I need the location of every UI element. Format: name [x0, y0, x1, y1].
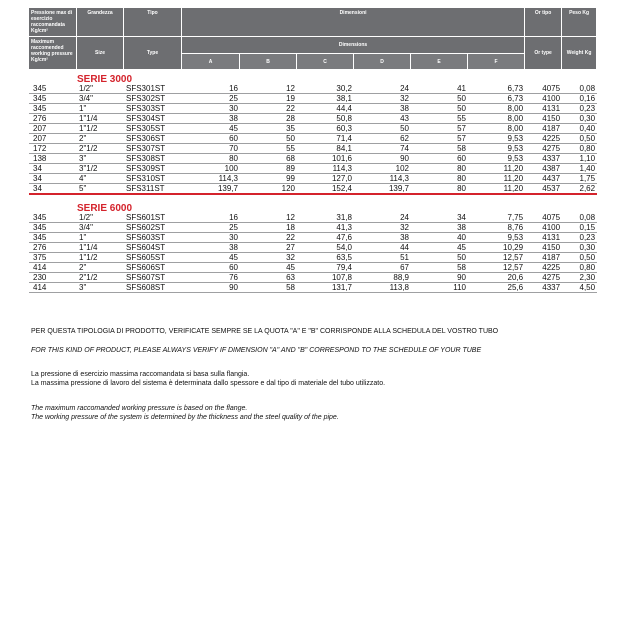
- header-col-f: F: [468, 54, 525, 70]
- size-cell: 3": [77, 283, 124, 293]
- ortype-cell: 4150: [525, 243, 562, 253]
- header-pressure-en: Maximum raccomended working pressure Kg/cm²: [29, 37, 77, 70]
- table-row: [29, 114, 597, 124]
- table-row: [29, 124, 597, 134]
- header-col-c: C: [297, 54, 354, 70]
- dimensions-table: [29, 8, 597, 293]
- dim-e-cell: 57: [411, 124, 468, 134]
- size-cell: 3/4": [77, 223, 124, 233]
- dim-c-cell: 30,2: [297, 84, 354, 94]
- table-row: [29, 164, 597, 174]
- dim-a-cell: 45: [182, 253, 240, 263]
- series-title: SERIE 6000: [77, 203, 133, 213]
- pressure-cell: 345: [29, 213, 77, 223]
- dim-f-cell: 9,53: [468, 154, 525, 164]
- dim-c-cell: 63,5: [297, 253, 354, 263]
- dim-c-cell: 31,8: [297, 213, 354, 223]
- weight-cell: 0,08: [562, 213, 597, 223]
- size-cell: 1"1/2: [77, 124, 124, 134]
- dim-c-cell: 41,3: [297, 223, 354, 233]
- table-row: [29, 134, 597, 144]
- weight-cell: 4,50: [562, 283, 597, 293]
- dim-d-cell: 88,9: [354, 273, 411, 283]
- table-row: [29, 243, 597, 253]
- type-cell: SFS306ST: [124, 134, 182, 144]
- dim-e-cell: 41: [411, 84, 468, 94]
- dim-d-cell: 67: [354, 263, 411, 273]
- dim-f-cell: 25,6: [468, 283, 525, 293]
- dim-c-cell: 107,8: [297, 273, 354, 283]
- pressure-cell: 230: [29, 273, 77, 283]
- dim-d-cell: 113,8: [354, 283, 411, 293]
- dim-e-cell: 55: [411, 114, 468, 124]
- dim-d-cell: 32: [354, 223, 411, 233]
- dim-e-cell: 110: [411, 283, 468, 293]
- table-row: [29, 283, 597, 293]
- dim-a-cell: 60: [182, 263, 240, 273]
- dim-f-cell: 9,53: [468, 233, 525, 243]
- dim-a-cell: 76: [182, 273, 240, 283]
- dim-b-cell: 19: [240, 94, 297, 104]
- header-type-it: Tipo: [124, 8, 182, 37]
- weight-cell: 1,75: [562, 174, 597, 184]
- size-cell: 1/2": [77, 84, 124, 94]
- dim-b-cell: 55: [240, 144, 297, 154]
- dim-d-cell: 102: [354, 164, 411, 174]
- type-cell: SFS607ST: [124, 273, 182, 283]
- pressure-cell: 34: [29, 184, 77, 195]
- dim-e-cell: 40: [411, 233, 468, 243]
- dim-d-cell: 24: [354, 213, 411, 223]
- size-cell: 1": [77, 104, 124, 114]
- dim-f-cell: 9,53: [468, 144, 525, 154]
- type-cell: SFS603ST: [124, 233, 182, 243]
- size-cell: 2": [77, 134, 124, 144]
- dim-f-cell: 12,57: [468, 253, 525, 263]
- ortype-cell: 4275: [525, 144, 562, 154]
- pressure-cell: 345: [29, 223, 77, 233]
- dim-c-cell: 54,0: [297, 243, 354, 253]
- dim-f-cell: 12,57: [468, 263, 525, 273]
- dim-b-cell: 32: [240, 253, 297, 263]
- table-row: [29, 233, 597, 243]
- type-cell: SFS301ST: [124, 84, 182, 94]
- ortype-cell: 4075: [525, 84, 562, 94]
- size-cell: 1": [77, 233, 124, 243]
- header-col-a: A: [182, 54, 240, 70]
- dim-a-cell: 38: [182, 243, 240, 253]
- dim-d-cell: 139,7: [354, 184, 411, 195]
- table-row: [29, 213, 597, 223]
- dim-e-cell: 60: [411, 154, 468, 164]
- dim-d-cell: 38: [354, 104, 411, 114]
- type-cell: SFS304ST: [124, 114, 182, 124]
- dim-d-cell: 24: [354, 84, 411, 94]
- note-pressure-it-2: La massima pressione di lavoro del sistema è determinata dallo spessore e dal tipo di materiale del tubo utilizzato.: [31, 380, 386, 387]
- dim-c-cell: 152,4: [297, 184, 354, 195]
- type-cell: SFS606ST: [124, 263, 182, 273]
- pressure-cell: 345: [29, 84, 77, 94]
- table-row: [29, 223, 597, 233]
- note-pressure-en-2: The working pressure of the system is determined by the thickness and the steel quality of the pipe.: [31, 414, 339, 421]
- weight-cell: 0,80: [562, 263, 597, 273]
- pressure-cell: 207: [29, 134, 77, 144]
- dim-f-cell: 8,76: [468, 223, 525, 233]
- pressure-cell: 138: [29, 154, 77, 164]
- note-check-en: FOR THIS KIND OF PRODUCT, PLEASE ALWAYS VERIFY IF DIMENSION "A" AND "B" CORRESPOND TO THE SCHEDULE OF YOUR TUBE: [31, 347, 482, 354]
- dim-d-cell: 38: [354, 233, 411, 243]
- dim-b-cell: 68: [240, 154, 297, 164]
- size-cell: 4": [77, 174, 124, 184]
- ortype-cell: 4075: [525, 213, 562, 223]
- ortype-cell: 4275: [525, 273, 562, 283]
- pressure-cell: 345: [29, 94, 77, 104]
- dim-d-cell: 43: [354, 114, 411, 124]
- type-cell: SFS309ST: [124, 164, 182, 174]
- type-cell: SFS308ST: [124, 154, 182, 164]
- dim-a-cell: 60: [182, 134, 240, 144]
- dim-e-cell: 34: [411, 213, 468, 223]
- type-cell: SFS608ST: [124, 283, 182, 293]
- header-col-b: B: [240, 54, 297, 70]
- dim-a-cell: 25: [182, 223, 240, 233]
- weight-cell: 2,62: [562, 184, 597, 195]
- dim-f-cell: 9,53: [468, 134, 525, 144]
- table-row: [29, 84, 597, 94]
- dim-b-cell: 89: [240, 164, 297, 174]
- pressure-cell: 172: [29, 144, 77, 154]
- dim-a-cell: 90: [182, 283, 240, 293]
- dim-e-cell: 57: [411, 134, 468, 144]
- weight-cell: 0,50: [562, 134, 597, 144]
- header-weight-en: Weight Kg: [562, 37, 597, 70]
- weight-cell: 0,23: [562, 233, 597, 243]
- dim-a-cell: 45: [182, 124, 240, 134]
- dim-c-cell: 79,4: [297, 263, 354, 273]
- table-row: [29, 263, 597, 273]
- ortype-cell: 4337: [525, 283, 562, 293]
- dim-f-cell: 8,00: [468, 124, 525, 134]
- size-cell: 5": [77, 184, 124, 195]
- weight-cell: 2,30: [562, 273, 597, 283]
- dim-c-cell: 114,3: [297, 164, 354, 174]
- weight-cell: 0,80: [562, 144, 597, 154]
- dim-b-cell: 27: [240, 243, 297, 253]
- pressure-cell: 276: [29, 114, 77, 124]
- dim-e-cell: 50: [411, 104, 468, 114]
- dim-b-cell: 22: [240, 233, 297, 243]
- dim-c-cell: 131,7: [297, 283, 354, 293]
- ortype-cell: 4337: [525, 154, 562, 164]
- size-cell: 2"1/2: [77, 273, 124, 283]
- header-size-it: Grandezza: [77, 8, 124, 37]
- pressure-cell: 414: [29, 283, 77, 293]
- dim-c-cell: 44,4: [297, 104, 354, 114]
- dim-d-cell: 32: [354, 94, 411, 104]
- dim-a-cell: 80: [182, 154, 240, 164]
- dim-a-cell: 16: [182, 213, 240, 223]
- dim-a-cell: 114,3: [182, 174, 240, 184]
- table-row: [29, 144, 597, 154]
- ortype-cell: 4150: [525, 114, 562, 124]
- dim-a-cell: 30: [182, 104, 240, 114]
- dim-b-cell: 35: [240, 124, 297, 134]
- dim-b-cell: 28: [240, 114, 297, 124]
- type-cell: SFS602ST: [124, 223, 182, 233]
- header-dimensions-en: Dimensions: [182, 37, 525, 54]
- note-pressure-it-1: La pressione di esercizio massima raccomandata si basa sulla flangia.: [31, 371, 250, 378]
- dim-e-cell: 58: [411, 144, 468, 154]
- type-cell: SFS305ST: [124, 124, 182, 134]
- ortype-cell: 4187: [525, 253, 562, 263]
- dim-f-cell: 6,73: [468, 84, 525, 94]
- weight-cell: 0,30: [562, 243, 597, 253]
- pressure-cell: 345: [29, 104, 77, 114]
- header-pressure-it: Pressione max di esercizio raccomandata Kg/cm²: [29, 8, 77, 37]
- dim-d-cell: 114,3: [354, 174, 411, 184]
- pressure-cell: 207: [29, 124, 77, 134]
- series-heading-row: [29, 199, 597, 213]
- type-cell: SFS605ST: [124, 253, 182, 263]
- dim-c-cell: 101,6: [297, 154, 354, 164]
- table-row: [29, 253, 597, 263]
- header-weight-it: Peso Kg: [562, 8, 597, 37]
- ortype-cell: 4437: [525, 174, 562, 184]
- table-row: [29, 184, 597, 195]
- header-ortype-it: Or tipo: [525, 8, 562, 37]
- type-cell: SFS302ST: [124, 94, 182, 104]
- ortype-cell: 4225: [525, 134, 562, 144]
- dim-b-cell: 18: [240, 223, 297, 233]
- weight-cell: 0,30: [562, 114, 597, 124]
- table-body: [29, 70, 597, 293]
- dim-b-cell: 58: [240, 283, 297, 293]
- ortype-cell: 4187: [525, 124, 562, 134]
- ortype-cell: 4100: [525, 94, 562, 104]
- dim-f-cell: 11,20: [468, 174, 525, 184]
- ortype-cell: 4387: [525, 164, 562, 174]
- note-check-it: PER QUESTA TIPOLOGIA DI PRODOTTO, VERIFICATE SEMPRE SE LA QUOTA "A" E "B" CORRISPONDE ALLA SCHEDULA DEL VOSTRO TUBO: [31, 328, 499, 335]
- header-dimensions-it: Dimensioni: [182, 8, 525, 37]
- dim-e-cell: 50: [411, 253, 468, 263]
- pressure-cell: 276: [29, 243, 77, 253]
- dim-e-cell: 45: [411, 243, 468, 253]
- weight-cell: 0,50: [562, 253, 597, 263]
- weight-cell: 0,15: [562, 223, 597, 233]
- table-row: [29, 154, 597, 164]
- header-type-en: Type: [124, 37, 182, 70]
- ortype-cell: 4537: [525, 184, 562, 195]
- type-cell: SFS604ST: [124, 243, 182, 253]
- weight-cell: 0,08: [562, 84, 597, 94]
- header-ortype-en: Or type: [525, 37, 562, 70]
- dim-d-cell: 50: [354, 124, 411, 134]
- series-heading-row: [29, 70, 597, 84]
- header-col-e: E: [411, 54, 468, 70]
- dim-b-cell: 99: [240, 174, 297, 184]
- dim-a-cell: 139,7: [182, 184, 240, 195]
- size-cell: 3/4": [77, 94, 124, 104]
- weight-cell: 0,23: [562, 104, 597, 114]
- dim-e-cell: 80: [411, 184, 468, 195]
- type-cell: SFS601ST: [124, 213, 182, 223]
- dim-c-cell: 50,8: [297, 114, 354, 124]
- type-cell: SFS303ST: [124, 104, 182, 114]
- dim-e-cell: 90: [411, 273, 468, 283]
- pressure-cell: 375: [29, 253, 77, 263]
- weight-cell: 1,10: [562, 154, 597, 164]
- table-row: [29, 104, 597, 114]
- ortype-cell: 4225: [525, 263, 562, 273]
- dim-f-cell: 20,6: [468, 273, 525, 283]
- weight-cell: 1,40: [562, 164, 597, 174]
- dim-f-cell: 11,20: [468, 184, 525, 195]
- header-col-d: D: [354, 54, 411, 70]
- dim-e-cell: 38: [411, 223, 468, 233]
- dim-b-cell: 12: [240, 213, 297, 223]
- pressure-cell: 34: [29, 174, 77, 184]
- dim-f-cell: 6,73: [468, 94, 525, 104]
- ortype-cell: 4100: [525, 223, 562, 233]
- size-cell: 1"1/4: [77, 243, 124, 253]
- dim-a-cell: 38: [182, 114, 240, 124]
- ortype-cell: 4131: [525, 104, 562, 114]
- weight-cell: 0,16: [562, 94, 597, 104]
- dim-f-cell: 11,20: [468, 164, 525, 174]
- dim-b-cell: 63: [240, 273, 297, 283]
- dim-c-cell: 38,1: [297, 94, 354, 104]
- pressure-cell: 345: [29, 233, 77, 243]
- dim-b-cell: 50: [240, 134, 297, 144]
- dim-a-cell: 100: [182, 164, 240, 174]
- series-title: SERIE 3000: [77, 74, 133, 84]
- dim-d-cell: 62: [354, 134, 411, 144]
- size-cell: 1"1/2: [77, 253, 124, 263]
- type-cell: SFS307ST: [124, 144, 182, 154]
- dim-a-cell: 16: [182, 84, 240, 94]
- dim-f-cell: 7,75: [468, 213, 525, 223]
- table-row: [29, 273, 597, 283]
- note-pressure-en-1: The maximum raccomanded working pressure is based on the flange.: [31, 405, 248, 412]
- dim-c-cell: 127,0: [297, 174, 354, 184]
- pressure-cell: 414: [29, 263, 77, 273]
- dim-a-cell: 70: [182, 144, 240, 154]
- dim-e-cell: 58: [411, 263, 468, 273]
- pressure-cell: 34: [29, 164, 77, 174]
- dim-a-cell: 30: [182, 233, 240, 243]
- ortype-cell: 4131: [525, 233, 562, 243]
- size-cell: 2": [77, 263, 124, 273]
- size-cell: 1/2": [77, 213, 124, 223]
- dim-e-cell: 50: [411, 94, 468, 104]
- dim-d-cell: 51: [354, 253, 411, 263]
- dim-a-cell: 25: [182, 94, 240, 104]
- dim-c-cell: 84,1: [297, 144, 354, 154]
- type-cell: SFS310ST: [124, 174, 182, 184]
- type-cell: SFS311ST: [124, 184, 182, 195]
- dim-b-cell: 120: [240, 184, 297, 195]
- header-size-en: Size: [77, 37, 124, 70]
- size-cell: 3": [77, 154, 124, 164]
- size-cell: 2"1/2: [77, 144, 124, 154]
- dim-b-cell: 22: [240, 104, 297, 114]
- weight-cell: 0,40: [562, 124, 597, 134]
- dim-f-cell: 10,29: [468, 243, 525, 253]
- dim-e-cell: 80: [411, 174, 468, 184]
- dim-b-cell: 12: [240, 84, 297, 94]
- dim-b-cell: 45: [240, 263, 297, 273]
- dim-c-cell: 47,6: [297, 233, 354, 243]
- dim-d-cell: 90: [354, 154, 411, 164]
- dim-f-cell: 8,00: [468, 114, 525, 124]
- table-row: [29, 94, 597, 104]
- dim-f-cell: 8,00: [468, 104, 525, 114]
- size-cell: 1"1/4: [77, 114, 124, 124]
- size-cell: 3"1/2: [77, 164, 124, 174]
- dim-e-cell: 80: [411, 164, 468, 174]
- table-row: [29, 174, 597, 184]
- dim-c-cell: 60,3: [297, 124, 354, 134]
- dim-d-cell: 44: [354, 243, 411, 253]
- dim-d-cell: 74: [354, 144, 411, 154]
- dim-c-cell: 71,4: [297, 134, 354, 144]
